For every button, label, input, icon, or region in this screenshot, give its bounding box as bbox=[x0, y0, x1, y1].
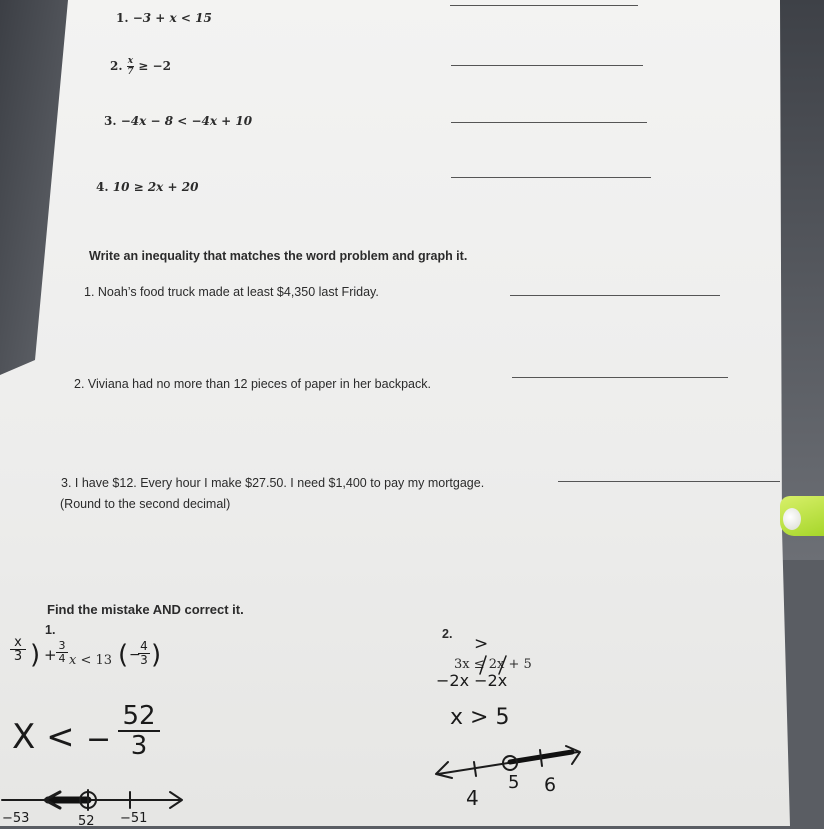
answer-line-4[interactable] bbox=[451, 177, 651, 178]
hand-greater-than-sign: > bbox=[474, 634, 489, 654]
printed-inequality-2: 3x ≤ 2x + 5 bbox=[454, 657, 532, 672]
hand-paren-close: ) bbox=[30, 640, 41, 670]
inequality-4: 4. 10 ≥ 2x + 20 bbox=[96, 180, 199, 194]
hand-plus: + bbox=[44, 646, 57, 664]
number-line-1 bbox=[0, 786, 200, 826]
mistake-heading: Find the mistake AND correct it. bbox=[47, 602, 244, 617]
answer-line-2[interactable] bbox=[451, 65, 643, 66]
inequality-3: 3. −4x − 8 < −4x + 10 bbox=[104, 114, 253, 128]
inequality-2: 2. $\frac{x}{7}$ ≥ −2 bbox=[110, 56, 171, 77]
number-line-2-label-b: 5 bbox=[508, 772, 520, 793]
hand-fraction-3-over-4: 3 4 bbox=[56, 640, 68, 665]
number-line-1-label-b: 52 bbox=[78, 814, 95, 829]
inequality-1: 1. −3 + x < 15 bbox=[116, 11, 212, 25]
hand-fraction-4-over-3: 4 3 bbox=[138, 640, 150, 667]
hand-paren-open: ( bbox=[118, 640, 129, 670]
word-problem-3-note: (Round to the second decimal) bbox=[60, 497, 231, 511]
word-problem-heading: Write an inequality that matches the word problem and graph it. bbox=[89, 249, 468, 263]
number-line-2-label-c: 6 bbox=[544, 774, 557, 796]
mistake-problem-2-number: 2. bbox=[442, 627, 453, 641]
answer-1-lhs: X < bbox=[12, 717, 75, 757]
word-problem-2: 2. Viviana had no more than 12 pieces of paper in her backpack. bbox=[74, 377, 431, 391]
hand-minus: − bbox=[129, 647, 141, 663]
number-line-1-label-a: −53 bbox=[2, 811, 30, 826]
word-answer-line-2[interactable] bbox=[512, 377, 728, 378]
mistake-problem-1-number: 1. bbox=[45, 623, 56, 637]
hand-fraction-x-over-3: x 3 bbox=[10, 636, 26, 663]
hand-paren-close-2: ) bbox=[151, 640, 162, 670]
answer-1-fraction: 52 3 bbox=[118, 702, 160, 760]
answer-line-1[interactable] bbox=[450, 5, 638, 6]
hand-subtract-work: −2x −2x bbox=[436, 671, 508, 690]
word-answer-line-1[interactable] bbox=[510, 295, 720, 296]
word-problem-1: 1. Noah’s food truck made at least $4,350 last Friday. bbox=[84, 285, 379, 299]
answer-line-3[interactable] bbox=[451, 122, 647, 123]
highlighter-tip bbox=[783, 508, 801, 530]
word-answer-line-3[interactable] bbox=[558, 481, 780, 482]
number-line-1-label-c: −51 bbox=[120, 811, 148, 826]
number-line-2-label-a: 4 bbox=[466, 786, 479, 810]
answer-1-minus: − bbox=[86, 722, 112, 757]
answer-2: x > 5 bbox=[450, 705, 510, 730]
printed-inequality-1: x < 13 bbox=[69, 653, 113, 668]
word-problem-3: 3. I have $12. Every hour I make $27.50. I need $1,400 to pay my mortgage. bbox=[61, 476, 485, 490]
